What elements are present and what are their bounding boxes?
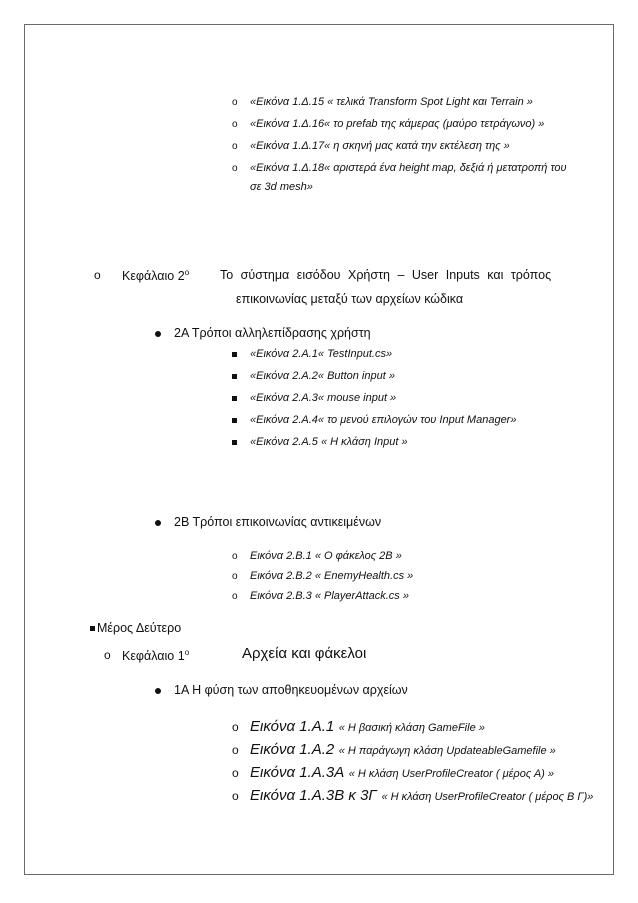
chapter-heading — [94, 268, 594, 282]
chapter-title: Το σύστημα εισόδου Χρήστη – User Inputs και τρόπος — [220, 268, 552, 282]
list-item — [232, 436, 408, 448]
part-heading — [90, 621, 182, 635]
list-item — [232, 118, 545, 130]
section-heading — [155, 683, 408, 697]
circle-bullet-icon: o — [232, 141, 238, 152]
list-item-text: «Εικόνα 2.Α.5 « Η κλάση Input » — [250, 436, 408, 448]
list-item — [232, 570, 414, 582]
list-item — [232, 392, 397, 404]
circle-bullet-icon: o — [94, 268, 101, 282]
list-item-text: «Εικόνα 2.Α.4« το μενού επιλογών του Input Manager» — [250, 414, 517, 426]
chapter-title: Αρχεία και φάκελοι — [242, 645, 367, 662]
list-item — [232, 348, 393, 360]
square-bullet-icon — [232, 418, 237, 423]
list-item-text: Εικόνα 2.Β.1 « Ο φάκελος 2Β » — [250, 550, 402, 562]
list-item — [232, 718, 485, 736]
figure-desc: « Η κλάση UserProfileCreator ( μέρος Α) » — [348, 768, 555, 780]
list-item — [232, 590, 409, 602]
figure-ref: Εικόνα 1.Α.1 — [250, 718, 335, 735]
section-heading-text: 1Α Η φύση των αποθηκευομένων αρχείων — [174, 683, 408, 697]
square-bullet-icon — [232, 396, 237, 401]
figure-ref: Εικόνα 1.Α.3Α — [250, 764, 345, 781]
chapter-number — [122, 268, 189, 283]
figure-ref: Εικόνα 1.Α.3Β κ 3Γ — [250, 787, 377, 804]
circle-bullet-icon: o — [232, 743, 239, 757]
list-item — [232, 787, 594, 805]
list-item-text: «Εικόνα 2.Α.2« Button input » — [250, 370, 395, 382]
section-heading-text: 2Β Τρόποι επικοινωνίας αντικειμένων — [174, 515, 382, 529]
figure-ref: Εικόνα 1.Α.2 — [250, 741, 335, 758]
chapter-label: Κεφάλαιο 1 — [122, 649, 185, 664]
section-heading-text: 2Α Τρόποι αλληλεπίδρασης χρήστη — [174, 326, 371, 340]
list-item-text: «Εικόνα 1.Δ.18« αριστερά ένα height map, δεξιά ή μετατροπή του — [250, 162, 567, 174]
circle-bullet-icon: o — [232, 591, 238, 602]
chapter-number — [122, 648, 189, 663]
circle-bullet-icon: o — [232, 163, 238, 174]
list-item-text: Εικόνα 2.Β.3 « PlayerAttack.cs » — [250, 590, 409, 602]
list-item-text: «Εικόνα 1.Δ.17« η σκηνή μας κατά την εκτέλεση της » — [250, 140, 510, 152]
chapter-label: Κεφάλαιο 2 — [122, 269, 185, 284]
chapter-title-line2: επικοινωνίας μεταξύ των αρχείων κώδικα — [236, 292, 464, 306]
list-item — [232, 764, 555, 782]
circle-bullet-icon: o — [104, 648, 111, 662]
list-item-text: «Εικόνα 1.Δ.16« το prefab της κάμερας (μαύρο τετράγωνο) » — [250, 118, 545, 130]
circle-bullet-icon: o — [232, 97, 238, 108]
list-item-text: «Εικόνα 1.Δ.15 « τελικά Transform Spot Light και Terrain » — [250, 96, 533, 108]
list-item — [232, 96, 533, 108]
circle-bullet-icon: o — [232, 571, 238, 582]
square-bullet-icon — [232, 374, 237, 379]
list-item — [232, 550, 402, 562]
bullet-icon — [155, 688, 161, 694]
circle-bullet-icon: o — [232, 551, 238, 562]
figure-desc: « Η βασική κλάση GameFile » — [338, 722, 485, 734]
list-item — [232, 370, 395, 382]
circle-bullet-icon: o — [232, 119, 238, 130]
list-item — [232, 140, 510, 152]
list-item-continuation: σε 3d mesh» — [250, 181, 313, 193]
chapter-sup: ο — [184, 268, 190, 277]
square-bullet-icon — [90, 626, 95, 631]
bullet-icon — [155, 331, 161, 337]
circle-bullet-icon: o — [232, 766, 239, 780]
square-bullet-icon — [232, 352, 237, 357]
list-item — [232, 414, 517, 426]
circle-bullet-icon: o — [232, 720, 239, 734]
list-item-text: Εικόνα 2.Β.2 « EnemyHealth.cs » — [250, 570, 414, 582]
list-item — [232, 741, 556, 759]
list-item-text: «Εικόνα 2.Α.1« TestInput.cs» — [250, 348, 393, 360]
section-heading — [155, 515, 382, 529]
figure-desc: « Η κλάση UserProfileCreator ( μέρος Β Γ)» — [381, 791, 594, 803]
figure-desc: « Η παράγωγη κλάση UpdateableGamefile » — [338, 745, 556, 757]
circle-bullet-icon: o — [232, 789, 239, 803]
list-item-text: «Εικόνα 2.Α.3« mouse input » — [250, 392, 397, 404]
square-bullet-icon — [232, 440, 237, 445]
part-heading-text: Μέρος Δεύτερο — [97, 621, 182, 635]
list-item — [232, 162, 567, 174]
chapter-heading — [104, 648, 190, 664]
chapter-sup: ο — [184, 648, 190, 657]
bullet-icon — [155, 520, 161, 526]
section-heading — [155, 326, 371, 340]
